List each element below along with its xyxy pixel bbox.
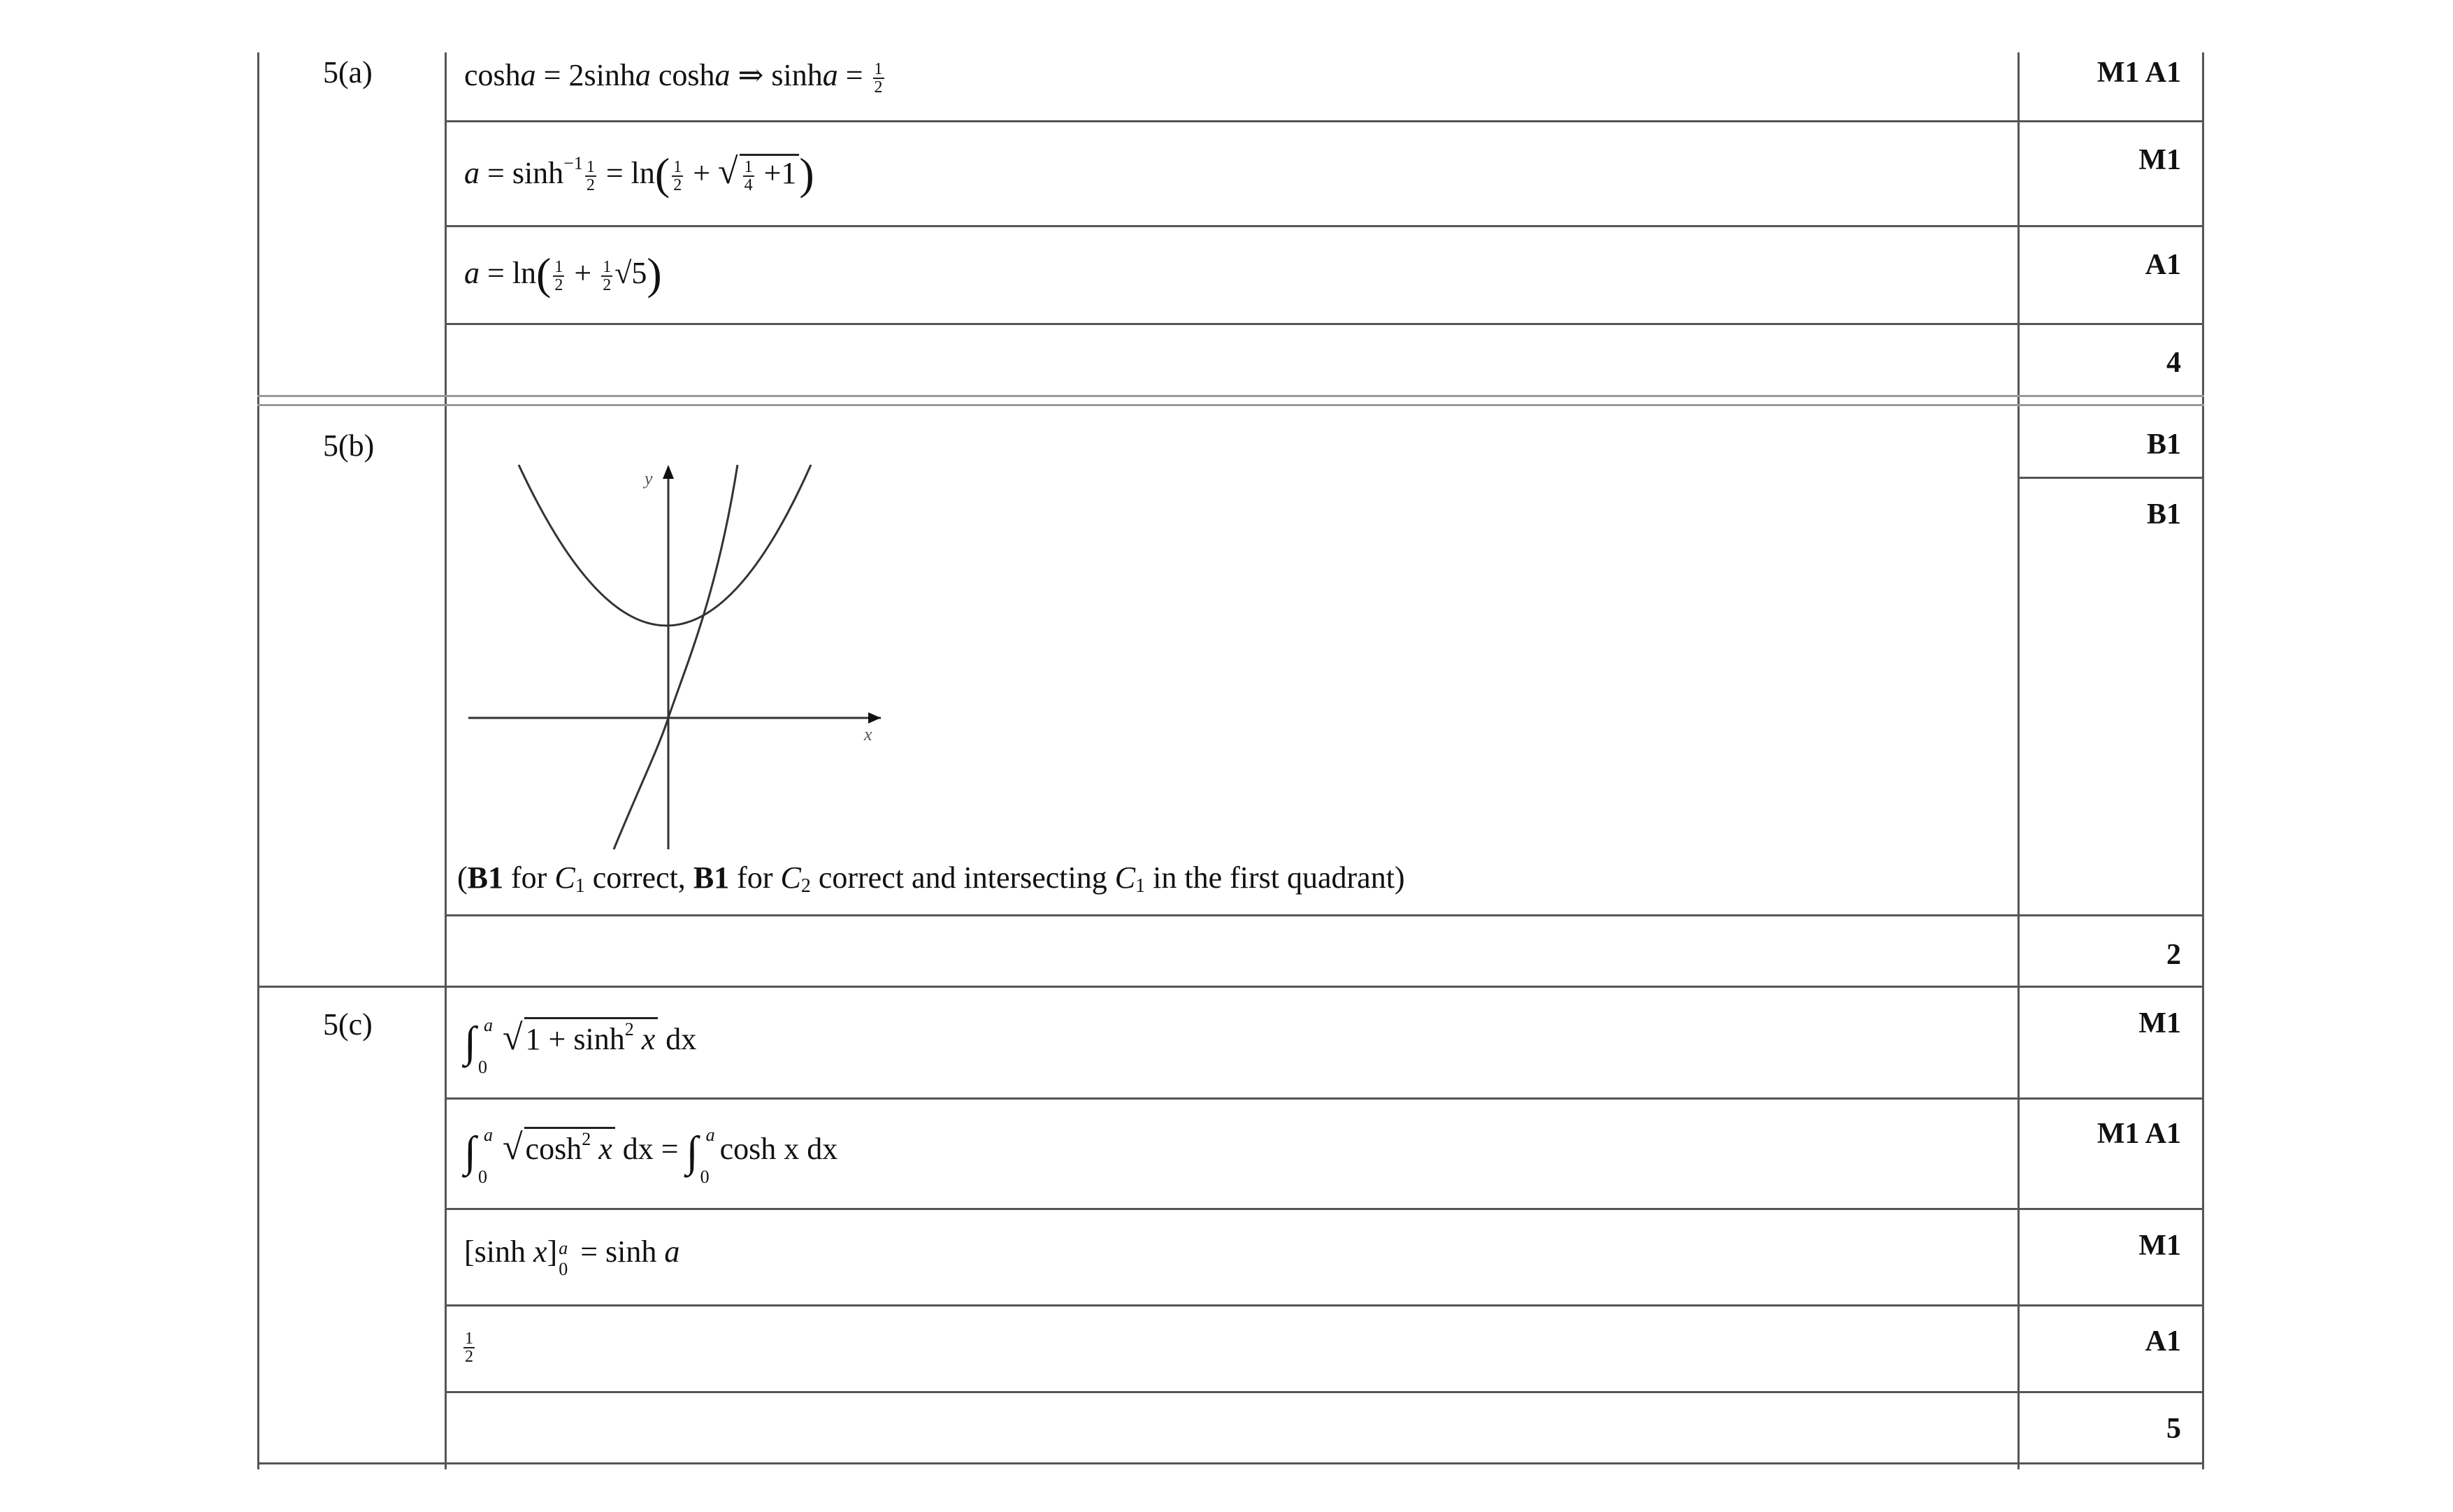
radicand: $\frac{1}{4}$ +1: [740, 154, 800, 194]
mark-5a-3: A1: [2145, 249, 2181, 281]
radical-sign: √: [718, 152, 738, 192]
row-rule: [445, 1208, 2204, 1210]
fraction: $\frac{1}{2}$: [673, 157, 682, 194]
mark-5a-total: 4: [2166, 347, 2181, 379]
answer-5a-line-3: a = ln( $\frac{1}{2}$ + $\frac{1}{2}$ √5): [464, 249, 662, 298]
mark-5c-2: M1 A1: [2096, 1118, 2181, 1150]
mark-5c-3: M1: [2138, 1230, 2181, 1262]
answer-5c-line-4: [461, 1327, 477, 1365]
left-border: [257, 52, 259, 1469]
row-rule: [2017, 477, 2204, 479]
row-rule: [445, 1097, 2204, 1100]
mark-5c-4: A1: [2145, 1325, 2181, 1358]
y-axis-arrow: [663, 465, 674, 479]
curve-c2-sinh: [614, 465, 738, 849]
row-rule: [445, 1391, 2204, 1393]
curve-c1-cosh: [519, 465, 811, 626]
mark-5c-total: 5: [2166, 1413, 2181, 1445]
answer-column-left-rule: [445, 52, 447, 1469]
mark-5a-1: M1 A1: [2096, 57, 2181, 89]
fraction: $\frac{1}{2}$: [465, 1329, 473, 1366]
mark-5b-1: B1: [2146, 429, 2181, 461]
right-paren: ): [799, 149, 814, 199]
question-label-5c: 5(c): [323, 1007, 373, 1042]
answer-5c-line-3: [sinh x] a 0 = sinh a: [464, 1234, 680, 1279]
fraction: $\frac{1}{4}$: [744, 157, 753, 194]
question-label-5b: 5(b): [323, 429, 375, 463]
answer-5c-line-1: ∫ a 0 $√1 + \sinh^2 x$ dx: [464, 1015, 697, 1077]
integral-sign: ∫ a 0: [464, 1125, 493, 1187]
mark-5a-2: M1: [2138, 144, 2181, 176]
row-rule: [445, 120, 2204, 122]
mark-5b-total: 2: [2166, 939, 2181, 971]
question-label-5a: 5(a): [323, 55, 373, 89]
section-divider: [257, 404, 2204, 406]
row-rule: [445, 323, 2204, 325]
right-paren: ): [647, 249, 662, 298]
answer-5c-line-2: ∫ a 0 $√\cosh^2$ x dx = ∫ a 0 cosh x dx: [464, 1125, 838, 1187]
graph-caption: (B1 for C1 correct, B1 for C2 correct and intersecting C1 in the first quadrant): [457, 861, 1405, 897]
bottom-border: [257, 1462, 2204, 1464]
section-divider: [257, 395, 2204, 397]
radicand: $1 + \sinh^2 x$: [524, 1017, 659, 1058]
x-axis-label: x: [864, 724, 872, 744]
radical-sign: √: [503, 1018, 523, 1058]
section-divider: [257, 986, 2204, 988]
fraction: $\frac{1}{2}$: [586, 157, 595, 194]
mark-5b-2: B1: [2146, 498, 2181, 531]
answer-5a-line-2: $a = \sinh^{-1}$ $\frac{1}{2}$ = ln( $\frac{1}{2}$ + √ $\frac{1}{4}$ +1): [464, 149, 814, 199]
fraction: $\frac{1}{2}$: [874, 59, 883, 96]
row-rule: [445, 914, 2204, 916]
left-paren: (: [536, 249, 552, 298]
fraction: $\frac{1}{2}$: [554, 257, 563, 294]
integral-sign: ∫ a 0: [464, 1015, 493, 1077]
row-rule: [445, 1304, 2204, 1306]
y-axis-label: y: [645, 468, 653, 489]
integral-sign: ∫ a 0: [686, 1125, 715, 1187]
x-axis-arrow: [868, 712, 881, 723]
row-rule: [445, 225, 2204, 227]
sketch-graph: [461, 458, 895, 863]
radicand: $\cosh^2 x$: [524, 1127, 615, 1167]
radical-sign: √: [503, 1128, 523, 1167]
right-border: [2202, 52, 2204, 1469]
left-paren: (: [654, 149, 670, 199]
fraction: $\frac{1}{2}$: [603, 257, 612, 294]
answer-5a-line-1: cosha = 2sinha cosha ⇒ sinha = $\frac{1}{2}$: [464, 58, 883, 96]
mark-5c-1: M1: [2138, 1007, 2181, 1039]
